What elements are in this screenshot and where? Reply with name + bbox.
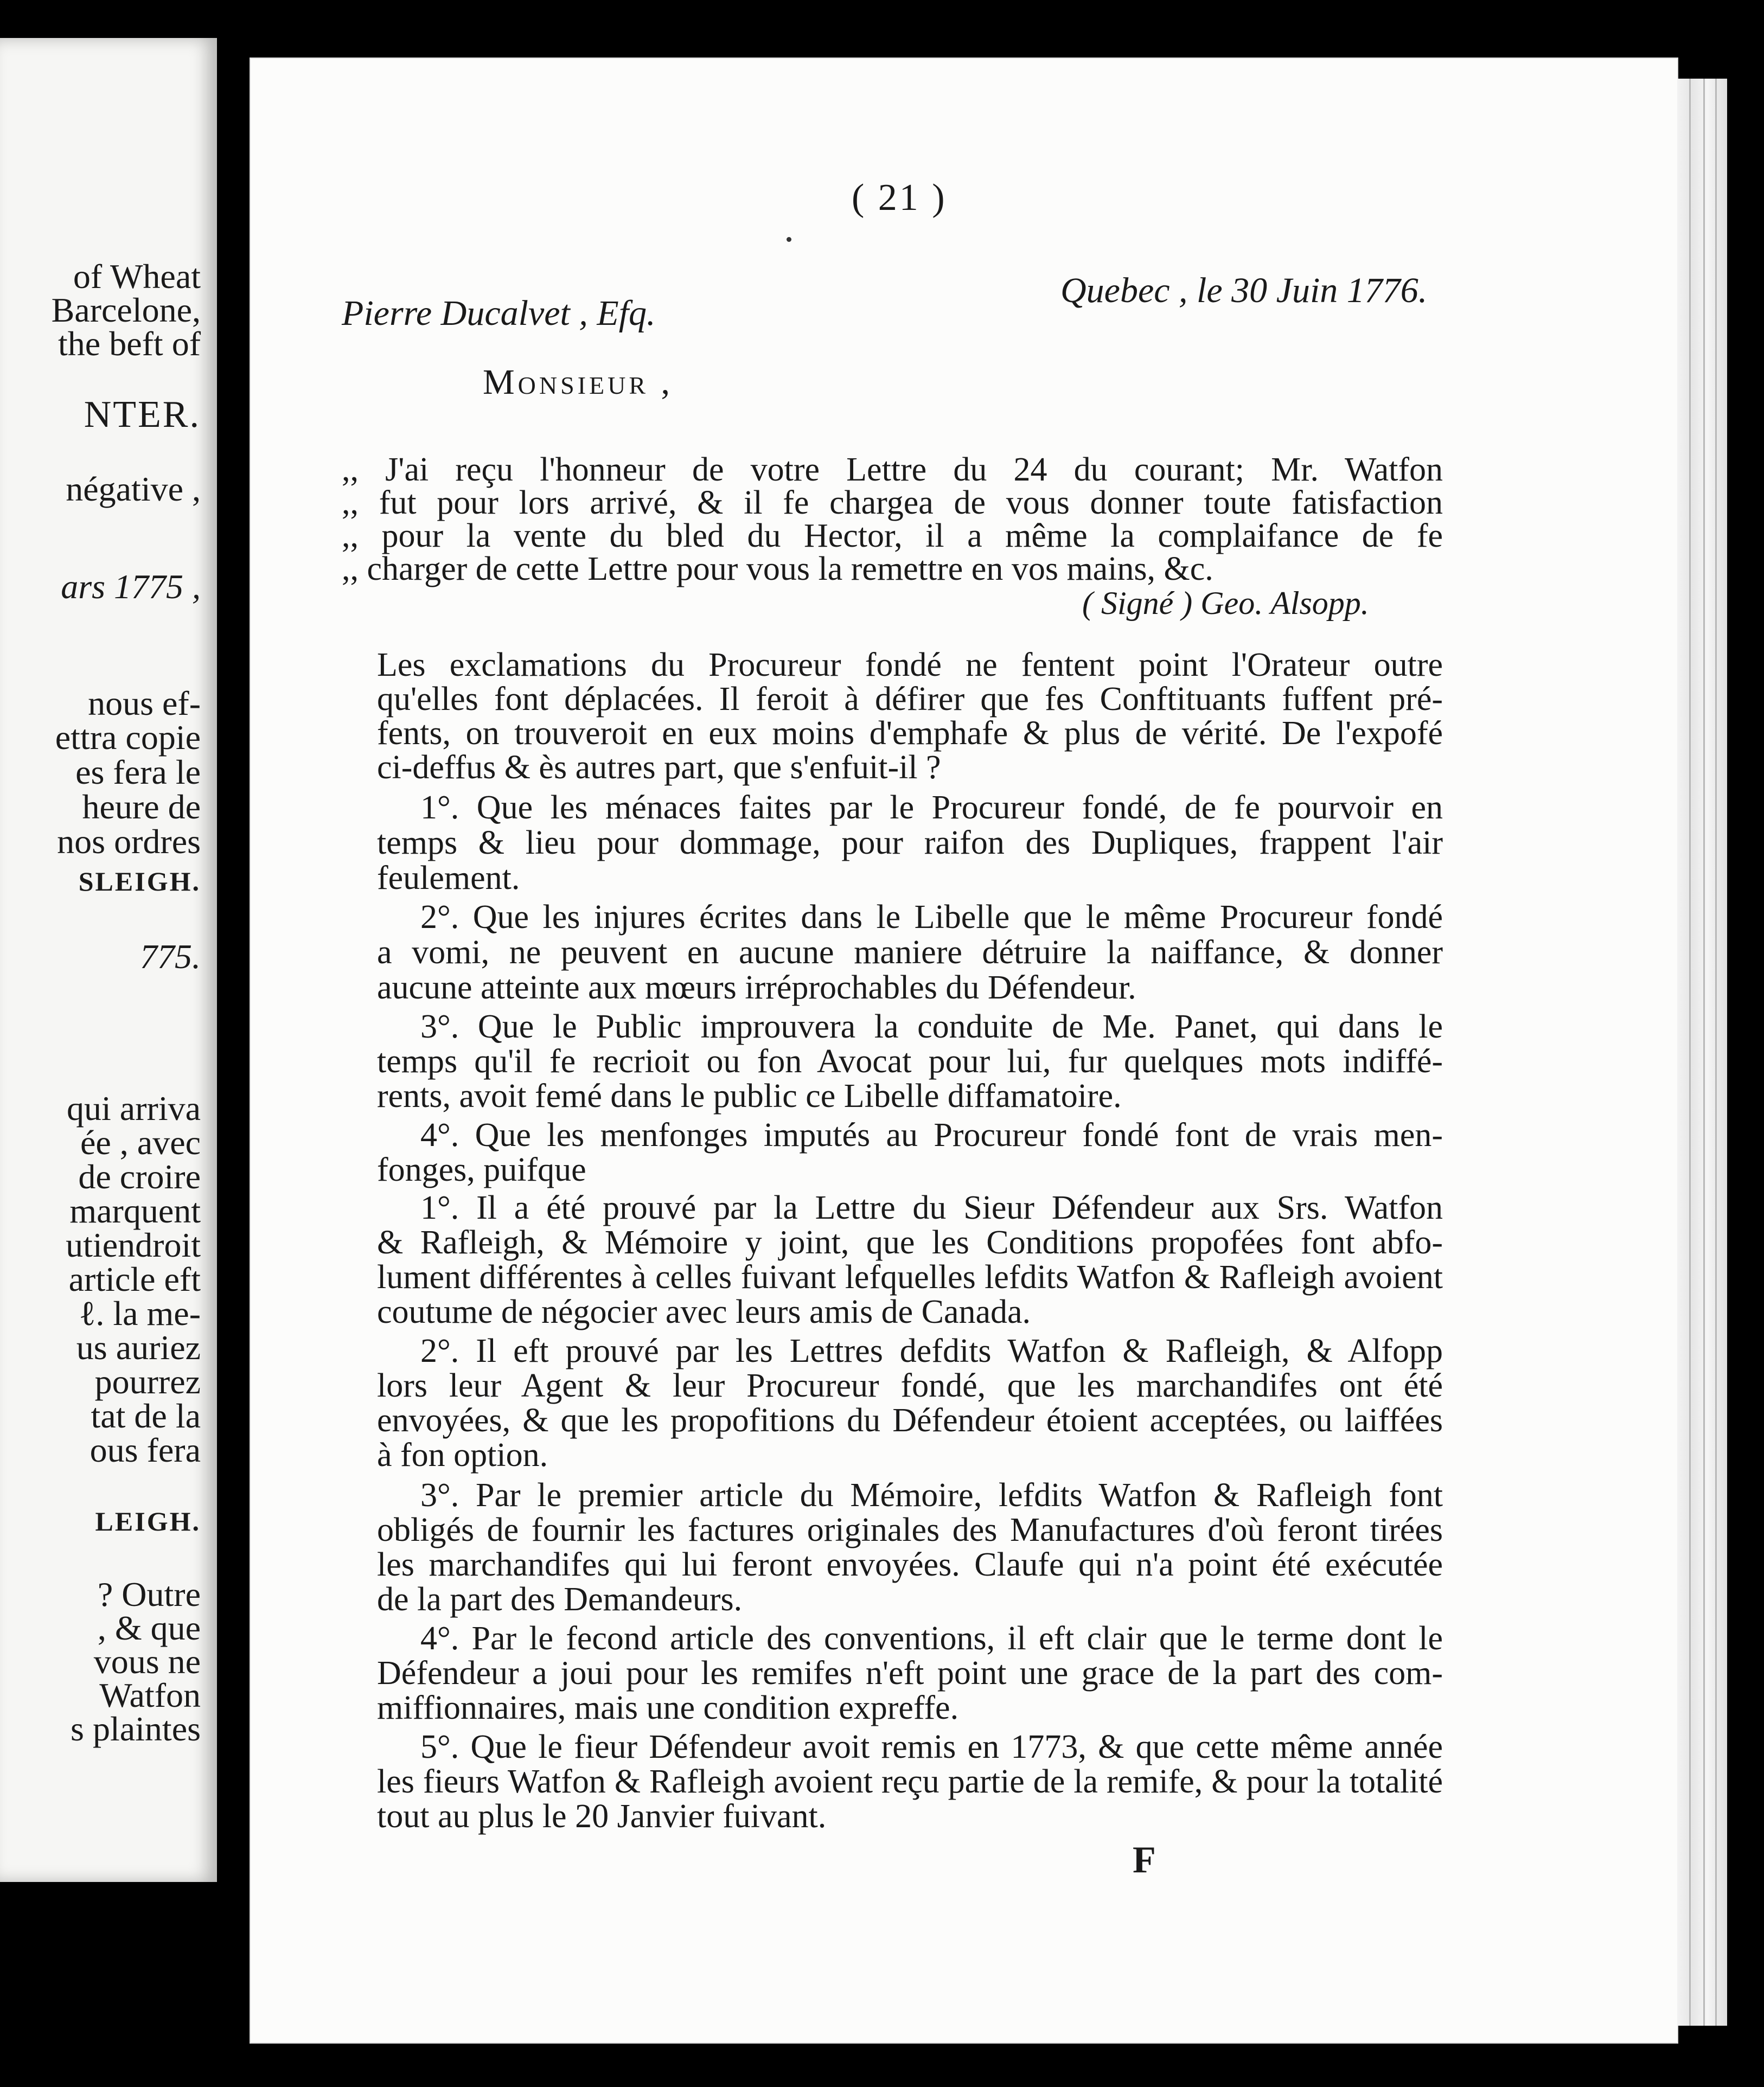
left-line: ée , avec [80,1123,201,1162]
body-line: temps & lieu pour dommage, pour raifon des Dupliques, frappent l'air [377,824,1443,861]
letter-line: ,, J'ai reçu l'honneur de votre Lettre du 24 du courant; Mr. Watfon [342,451,1443,488]
catchword: F [1133,1839,1156,1881]
left-line: vous ne [93,1642,201,1681]
left-line: tat de la [91,1397,201,1435]
body-line: 2°. Que les injures écrites dans le Libelle que le même Procureur fondé [420,899,1443,936]
left-line: utiendroit [66,1226,201,1264]
left-line: de croire [78,1157,201,1196]
letter-line: ,, charger de cette Lettre pour vous la remettre en vos mains, &c. [342,550,1213,587]
body-line: tout au plus le 20 Janvier fuivant. [377,1798,827,1835]
letter-line: ,, pour la vente du bled du Hector, il a même la complaifance de fe [342,517,1443,554]
left-line: ℓ. la me- [79,1294,201,1333]
body-line: 3°. Par le premier article du Mémoire, lefdits Watfon & Rafleigh font [420,1477,1443,1514]
body-line: 3°. Que le Public improuvera la conduite de Me. Panet, qui dans le [420,1008,1443,1045]
body-line: qu'elles font déplacées. Il feroit à défirer que fes Conftituants fuffent pré- [377,681,1443,718]
body-line: rents, avoit femé dans le public ce Libelle diffamatoire. [377,1078,1122,1115]
salutation: Monsieur , [483,362,674,402]
left-line: négative , [66,470,201,508]
left-line: qui arriva [67,1089,201,1128]
left-line: ous fera [90,1431,201,1469]
left-line: SLEIGH. [78,866,201,897]
body-line: à fon option. [377,1437,548,1474]
left-facing-page [0,38,217,1882]
left-line: 775. [140,937,201,976]
page-edge [1677,79,1727,2026]
place-date: Quebec , le 30 Juin 1776. [1060,271,1428,310]
left-line: NTER. [84,394,201,436]
body-line: Défendeur a joui pour les remifes n'eft point une grace de la part des com- [377,1655,1443,1692]
left-line: s plaintes [71,1710,201,1748]
body-line: de la part des Demandeurs. [377,1581,743,1618]
left-line: es fera le [75,753,201,791]
body-line: ci-deffus & ès autres part, que s'enfuit-il ? [377,749,941,786]
body-line: temps qu'il fe recrioit ou fon Avocat pour lui, fur quelques mots indiffé- [377,1043,1443,1080]
body-line: feulement. [377,860,520,897]
page-number: ( 21 ) [852,177,947,219]
left-line: marquent [69,1192,201,1230]
body-line: 4°. Que les menfonges imputés au Procureur fondé font de vrais men- [420,1117,1443,1154]
left-line: article eft [68,1260,201,1298]
body-line: 4°. Par le fecond article des conventions, il eft clair que le terme dont le [420,1620,1443,1657]
body-line: fonges, puifque [377,1151,586,1188]
left-line: of Wheat [73,257,201,296]
body-line: 2°. Il eft prouvé par les Lettres defdits Watfon & Rafleigh, & Alfopp [420,1333,1443,1369]
body-line: 1°. Il a été prouvé par la Lettre du Sieur Défendeur aux Srs. Watfon [420,1189,1443,1226]
body-line: a vomi, ne peuvent en aucune maniere détruire la naiffance, & donner [377,934,1443,971]
body-line: fents, on trouveroit en eux moins d'emphafe & plus de vérité. De l'expofé [377,715,1443,752]
left-line: Watfon [99,1676,201,1714]
letter-line: ,, fut pour lors arrivé, & il fe chargea de vous donner toute fatisfaction [342,484,1443,521]
left-line: ars 1775 , [61,567,201,606]
body-line: lument différentes à celles fuivant lefquelles lefdits Watfon & Rafleigh avoient [377,1259,1443,1296]
left-line: the beft of [58,324,201,363]
left-line: Barcelone, [51,291,201,329]
ink-dot [787,237,791,242]
body-line: lors leur Agent & leur Procureur fondé, que les marchandifes ont été [377,1367,1443,1404]
left-line: ? Outre [97,1575,201,1614]
left-line: , & que [97,1609,201,1647]
addressee: Pierre Ducalvet , Efq. [342,293,656,333]
signature: ( Signé ) Geo. Alsopp. [1082,585,1369,621]
body-line: coutume de négocier avec leurs amis de Canada. [377,1294,1031,1330]
body-line: miffionnaires, mais une condition expreffe. [377,1689,959,1726]
left-line: pourrez [94,1362,201,1401]
left-line: heure de [82,788,201,826]
body-line: 5°. Que le fieur Défendeur avoit remis en 1773, & que cette même année [420,1729,1443,1765]
left-line: us auriez [76,1328,201,1367]
left-line: ettra copie [55,718,201,757]
body-line: Les exclamations du Procureur fondé ne fentent point l'Orateur outre [377,646,1443,683]
body-line: les fieurs Watfon & Rafleigh avoient reçu partie de la remife, & pour la totalité [377,1763,1443,1800]
body-line: & Rafleigh, & Mémoire y joint, que les Conditions propofées font abfo- [377,1224,1443,1261]
body-line: les marchandifes qui lui feront envoyées. Claufe qui n'a point été exécutée [377,1546,1443,1583]
body-line: 1°. Que les ménaces faites par le Procureur fondé, de fe pourvoir en [420,789,1443,826]
left-line: LEIGH. [95,1506,201,1537]
body-line: obligés de fournir les factures originales des Manufactures d'où feront tirées [377,1512,1443,1548]
body-line: envoyées, & que les propofitions du Défendeur étoient acceptées, ou laiffées [377,1402,1443,1439]
body-line: aucune atteinte aux mœurs irréprochables du Défendeur. [377,969,1136,1006]
left-line: nous ef- [88,684,201,722]
left-line: nos ordres [57,822,201,861]
